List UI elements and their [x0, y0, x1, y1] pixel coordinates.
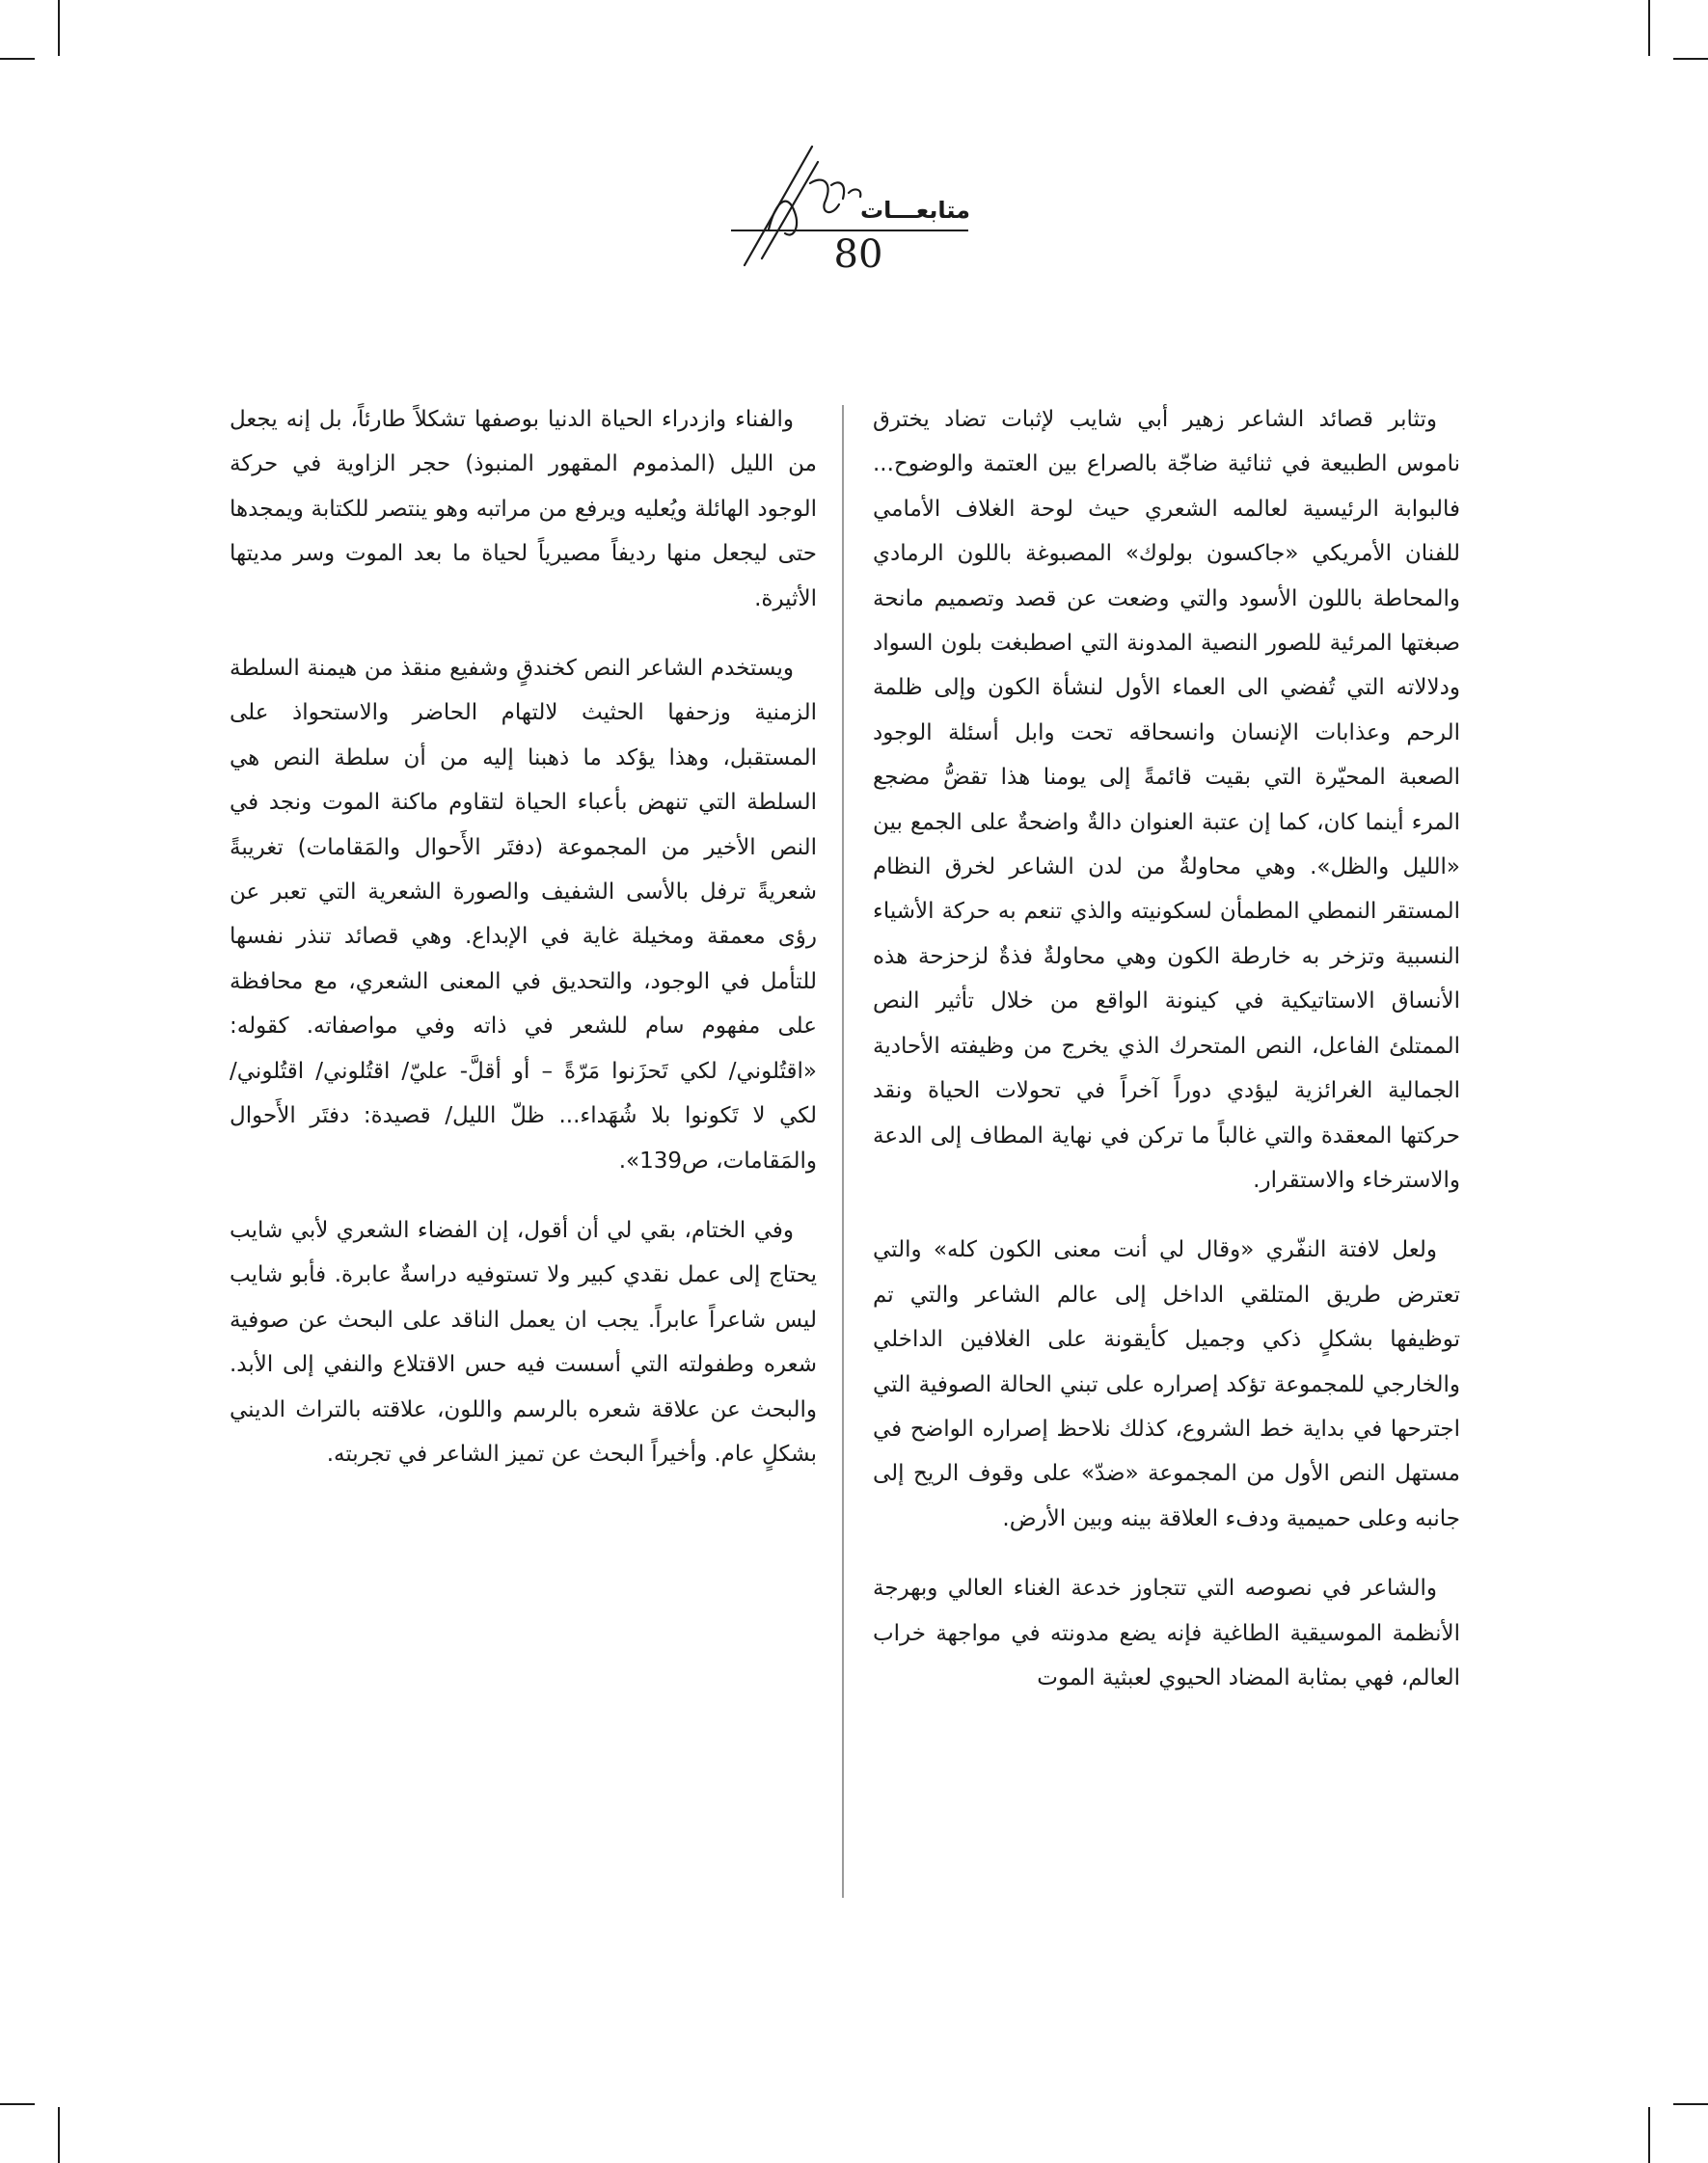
article-column-left: [230, 397, 817, 1476]
page-number: 80: [833, 232, 883, 277]
paragraph: ولعل لافتة النفّري «وقال لي أنت معنى الكون كله» والتي تعترض طريق المتلقي الداخل إلى عالم الشاعر والتي تم توظيفها بشكلٍ ذكي وجميل كأيقونة على الغلافين الداخلي والخارجي للمجموعة تؤكد إصراره على تبني الحالة الصوفية التي اجترحها في بداية خط الشروع، كذلك نلاحظ إصراره الواضح في مستهل النص الأول من المجموعة «ضدّ» على وقوف الريح إلى جانبه وعلى حميمية ودفء العلاقة بينه وبين الأرض.: [873, 1237, 1460, 1531]
crop-mark-top-left-horizontal: [0, 58, 35, 60]
crop-mark-top-left-vertical: [58, 0, 60, 56]
crop-mark-bottom-left-vertical: [58, 2107, 60, 2163]
paragraph: وفي الختام، بقي لي أن أقول، إن الفضاء الشعري لأبي شايب يحتاج إلى عمل نقدي كبير ولا تستوفيه دراسةٌ عابرة. فأبو شايب ليس شاعراً عابراً. يجب ان يعمل الناقد على البحث عن صوفية شعره وطفولته التي أسست فيه حس الاقتلاع والنفي إلى الأبد. والبحث عن علاقة شعره بالرسم واللون، علاقته بالتراث الديني بشكلٍ عام. وأخيراً البحث عن تميز الشاعر في تجربته.: [230, 1217, 817, 1467]
paragraph: ويستخدم الشاعر النص كخندقٍ وشفيع منقذ من هيمنة السلطة الزمنية وزحفها الحثيث لالتهام الحاضر والاستحواذ على المستقبل، وهذا يؤكد ما ذهبنا إليه من أن سلطة النص هي السلطة التي تنهض بأعباء الحياة لتقاوم ماكنة الموت ونجد في النص الأخير من المجموعة (دفتَر الأَحوال والمَقامات) تغريبةً شعريةً ترفل بالأسى الشفيف والصورة الشعرية التي تعبر عن رؤى معمقة ومخيلة غاية في الإبداع. وهي قصائد تنذر نفسها للتأمل في الوجود، والتحديق في المعنى الشعري، مع محافظة على مفهوم سام للشعر في ذاته وفي مواصفاته. كقوله: «اقتُلوني/ لكي تَحزَنوا مَرّةً – أو أقلَّ- عليّ/ اقتُلوني/ اقتُلوني/ لكي لا تَكونوا بلا شُهَداء... ظلّ الليل/ قصيدة: دفتَر الأَحوال والمَقامات، ص139».: [230, 656, 817, 1174]
paragraph: والشاعر في نصوصه التي تتجاوز خدعة الغناء العالي وبهرجة الأنظمة الموسيقية الطاغية فإنه يضع مدونته في مواجهة خراب العالم، فهي بمثابة المضاد الحيوي لعبثية الموت: [873, 1576, 1460, 1690]
paragraph: والفناء وازدراء الحياة الدنيا بوصفها تشكلاً طارئاً، بل إنه يجعل من الليل (المذموم المقهور المنبوذ) حجر الزاوية في حركة الوجود الهائلة ويُعليه ويرفع من مراتبه وهو ينتصر للكتابة ويمجدها حتى ليجعل منها رديفاً مصيرياً لحياة ما بعد الموت وسر مديتها الأثيرة.: [230, 407, 817, 611]
paragraph: وتثابر قصائد الشاعر زهير أبي شايب لإثبات تضاد يخترق ناموس الطبيعة في ثنائية ضاجّة بالصراع بين العتمة والوضوح... فالبوابة الرئيسية لعالمه الشعري حيث لوحة الغلاف الأمامي للفنان الأمريكي «جاكسون بولوك» المصبوغة باللون الرمادي والمحاطة باللون الأسود والتي وضعت عن قصد وتصميم مانحة صبغتها المرئية للصور النصية المدونة التي اصطبغت بلون السواد ودلالاته التي تُفضي الى العماء الأول لنشأة الكون وإلى ظلمة الرحم وعذابات الإنسان وانسحاقه تحت وابل أسئلة الوجود الصعبة المحيّرة التي بقيت قائمةً إلى يومنا هذا تقضُّ مضجع المرء أينما كان، كما إن عتبة العنوان دالةٌ واضحةٌ على الجمع بين «الليل والظل». وهي محاولةٌ من لدن الشاعر لخرق النظام المستقر النمطي المطمأن لسكونيته والذي تنعم به حركة الأشياء النسبية وتزخر به خارطة الكون وهي محاولةٌ فذةٌ لزحزحة هذه الأنساق الاستاتيكية في كينونة الواقع من خلال تأثير النص الممتلئ الفاعل، النص المتحرك الذي يخرج من وظيفته الأحادية الجمالية الغرائزية ليؤدي دوراً آخراً في تحولات الحياة ونقد حركتها المعقدة والتي غالباً ما تركن في نهاية المطاف إلى الدعة والاسترخاء والاستقرار.: [873, 407, 1460, 1193]
article-column-right: [873, 397, 1460, 1700]
column-divider: [842, 405, 844, 1898]
crop-mark-bottom-left-horizontal: [0, 2103, 35, 2105]
crop-mark-top-right-vertical: [1648, 0, 1650, 56]
crop-mark-top-right-horizontal: [1673, 58, 1708, 60]
crop-mark-bottom-right-vertical: [1648, 2107, 1650, 2163]
section-label: متابعـــات: [860, 197, 970, 224]
crop-mark-bottom-right-horizontal: [1673, 2103, 1708, 2105]
